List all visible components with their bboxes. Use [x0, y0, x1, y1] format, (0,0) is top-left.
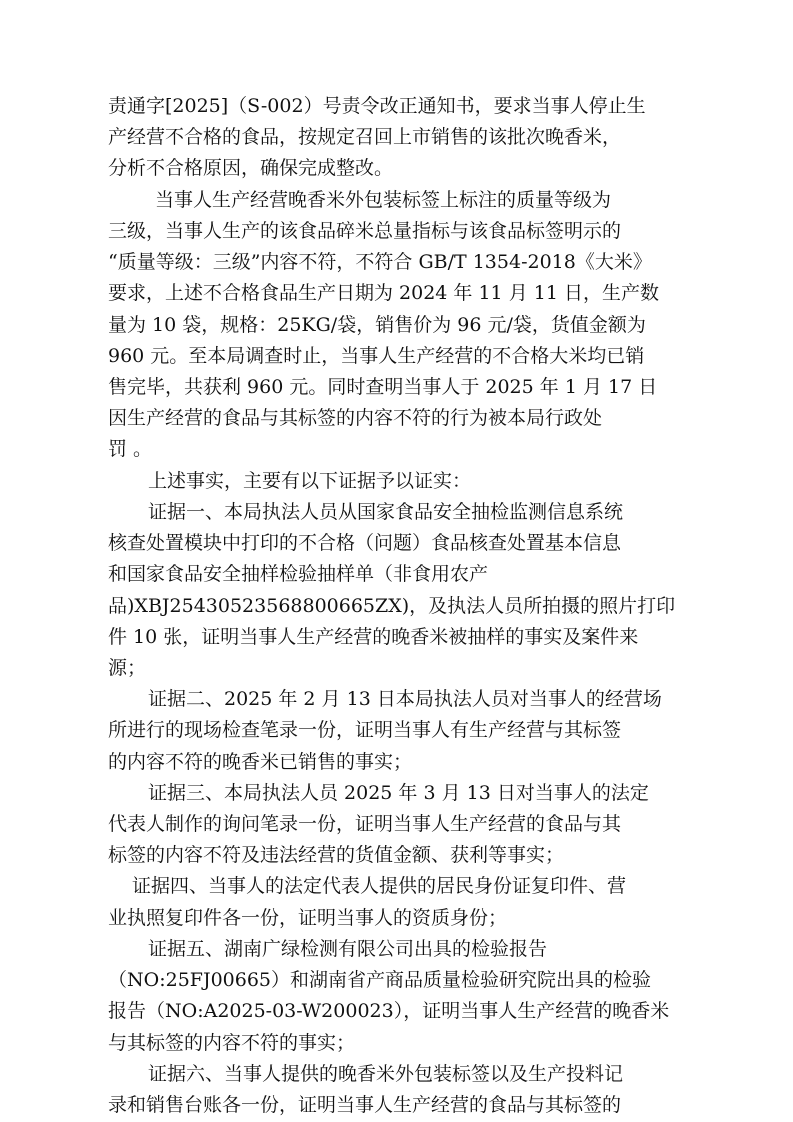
text-line: 当事人生产经营晚香米外包装标签上标注的质量等级为 [155, 188, 612, 211]
text-line: 源； [108, 656, 147, 679]
text-line: 证据五、湖南广绿检测有限公司出具的检验报告 [148, 937, 548, 960]
text-line: 证据三、本局执法人员 2025 年 3 月 13 日对当事人的法定 [148, 781, 649, 804]
text-line: 代表人制作的询问笔录一份，证明当事人生产经营的食品与其 [108, 813, 622, 836]
text-line: 责通字[2025]（S-002）号责令改正通知书，要求当事人停止生 [108, 95, 646, 117]
text-line: 证据一、本局执法人员从国家食品安全抽检监测信息系统 [148, 500, 624, 523]
text-line: 证据四、当事人的法定代表人提供的居民身份证复印件、营 [132, 875, 627, 898]
text-line: 要求，上述不合格食品生产日期为 2024 年 11 月 11 日，生产数 [108, 282, 659, 305]
text-line: 件 10 张，证明当事人生产经营的晚香米被抽样的事实及案件来 [108, 625, 639, 648]
text-line: “质量等级：三级”内容不符，不符合 GB/T 1354-2018《大米》 [108, 251, 652, 274]
text-line: 证据二、2025 年 2 月 13 日本局执法人员对当事人的经营场 [148, 688, 662, 711]
text-line: 的内容不符的晚香米已销售的事实； [108, 750, 413, 773]
text-line: 标签的内容不符及违法经营的货值金额、获利等事实； [108, 844, 565, 867]
text-line: 报告（NO:A2025-03-W200023），证明当事人生产经营的晚香米 [108, 1000, 670, 1023]
text-line: 分析不合格原因，确保完成整改。 [108, 157, 394, 180]
text-line: 因生产经营的食品与其标签的内容不符的行为被本局行政处 [108, 407, 603, 430]
text-line: 所进行的现场检查笔录一份，证明当事人有生产经营与其标签 [108, 719, 622, 742]
text-line: 品)XBJ25430523568800665ZX)，及执法人员所拍摄的照片打印 [108, 594, 676, 617]
text-line: 三级，当事人生产的该食品碎米总量指标与该食品标签明示的 [108, 219, 622, 242]
text-line: 与其标签的内容不符的事实； [108, 1031, 356, 1054]
text-line: 录和销售台账各一份，证明当事人生产经营的食品与其标签的 [108, 1094, 622, 1116]
text-line: 业执照复印件各一份，证明当事人的资质身份； [108, 906, 508, 929]
text-line: 售完毕，共获利 960 元。同时查明当事人于 2025 年 1 月 17 日 [108, 375, 658, 398]
text-line: 罚 。 [108, 438, 153, 461]
text-line: 上述事实，主要有以下证据予以证实： [148, 469, 472, 492]
text-line: （NO:25FJ00665）和湖南省产商品质量检验研究院出具的检验 [108, 969, 652, 992]
text-line: 和国家食品安全抽样检验抽样单（非食用农产 [108, 563, 489, 586]
text-line: 960 元。至本局调查时止，当事人生产经营的不合格大米均已销 [108, 344, 645, 367]
text-line: 量为 10 袋，规格：25KG/袋，销售价为 96 元/袋，货值金额为 [108, 313, 646, 336]
text-line: 核查处置模块中打印的不合格（问题）食品核查处置基本信息 [108, 532, 622, 555]
text-line: 证据六、当事人提供的晚香米外包装标签以及生产投料记 [148, 1062, 624, 1085]
text-line: 产经营不合格的食品，按规定召回上市销售的该批次晚香米， [108, 126, 622, 149]
